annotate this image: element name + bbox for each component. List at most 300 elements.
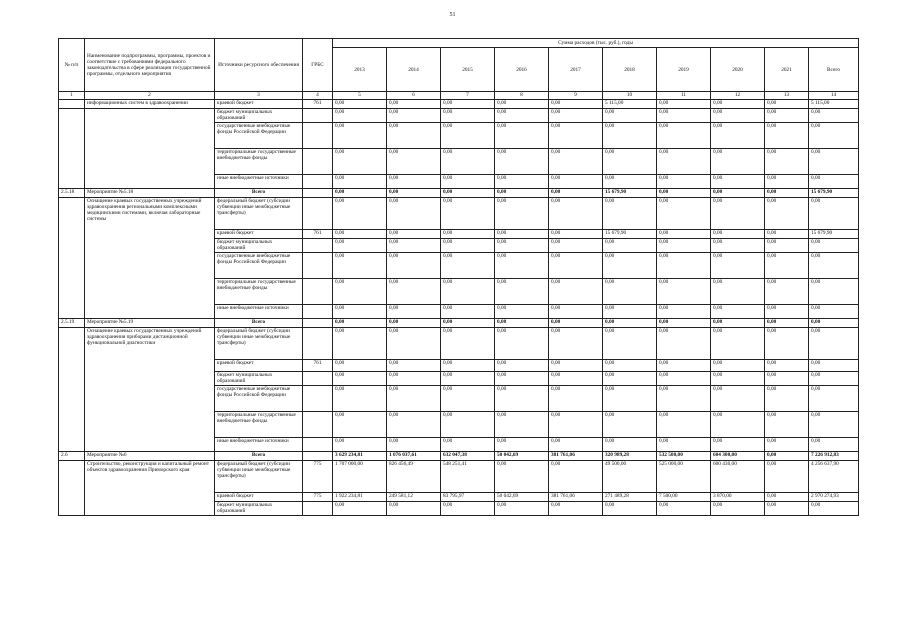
item-description: Строительство, реконструкция и капитальный ремонт объектов здравоохранения Приморского края — [85, 461, 215, 516]
amount-cell: 0,00 — [657, 109, 711, 123]
table-row — [59, 198, 859, 230]
amount-cell: 826 456,49 — [387, 461, 441, 493]
amount-cell: 0,00 — [387, 149, 441, 175]
amount-cell: 0,00 — [657, 328, 711, 360]
amount-cell: 0,00 — [765, 305, 809, 319]
amount-cell: 0,00 — [809, 372, 859, 386]
amount-cell: 0,00 — [495, 372, 549, 386]
item-number: 2.6 — [59, 452, 85, 461]
amount-cell: 0,00 — [603, 123, 657, 149]
amount-cell: 0,00 — [711, 198, 765, 230]
amount-cell: 0,00 — [765, 412, 809, 438]
amount-cell: 0,00 — [809, 253, 859, 279]
amount-cell: 0,00 — [387, 100, 441, 109]
amount-cell: 1 076 037,61 — [387, 452, 441, 461]
amount-cell: 0,00 — [495, 230, 549, 239]
amount-cell: 0,00 — [711, 123, 765, 149]
amount-cell: 0,00 — [711, 386, 765, 412]
amount-cell: 0,00 — [333, 198, 387, 230]
amount-cell: 0,00 — [441, 360, 495, 372]
table-body — [59, 100, 859, 516]
amount-cell: 0,00 — [495, 175, 549, 189]
amount-cell: 0,00 — [387, 123, 441, 149]
amount-cell: 0,00 — [657, 386, 711, 412]
amount-cell: 0,00 — [441, 502, 495, 516]
amount-cell: 0,00 — [711, 502, 765, 516]
amount-cell: 0,00 — [495, 279, 549, 305]
year-header-2: 2015 — [441, 48, 495, 92]
amount-cell: 0,00 — [809, 279, 859, 305]
amount-cell: 0,00 — [387, 438, 441, 452]
amount-cell: 0,00 — [441, 123, 495, 149]
amount-cell: 0,00 — [657, 502, 711, 516]
amount-cell: 0,00 — [657, 253, 711, 279]
amount-cell: 3 629 234,81 — [333, 452, 387, 461]
year-header-6: 2019 — [657, 48, 711, 92]
column-number-13: 14 — [809, 92, 859, 100]
funding-source: краевой бюджет — [215, 100, 303, 109]
amount-cell: 0,00 — [765, 372, 809, 386]
amount-cell: 0,00 — [711, 239, 765, 253]
amount-cell: 5 115,00 — [809, 100, 859, 109]
column-number-8: 9 — [549, 92, 603, 100]
amount-cell: 0,00 — [603, 109, 657, 123]
amount-cell: 0,00 — [765, 189, 809, 198]
column-number-1: 2 — [85, 92, 215, 100]
funding-source: государственные внебюджетные фонды Российской Федерации — [215, 123, 303, 149]
column-number-row — [59, 92, 859, 100]
amount-cell: 0,00 — [441, 198, 495, 230]
amount-cell: 0,00 — [333, 123, 387, 149]
amount-cell: 0,00 — [549, 386, 603, 412]
amount-cell: 0,00 — [657, 360, 711, 372]
item-description — [85, 109, 215, 189]
amount-cell: 0,00 — [441, 372, 495, 386]
grbs-code — [303, 502, 333, 516]
amount-cell: 0,00 — [387, 279, 441, 305]
amount-cell: 0,00 — [809, 319, 859, 328]
amount-cell: 0,00 — [765, 438, 809, 452]
amount-cell: 381 761,06 — [549, 493, 603, 502]
amount-cell: 0,00 — [657, 279, 711, 305]
amount-cell: 0,00 — [333, 279, 387, 305]
amount-cell: 0,00 — [711, 319, 765, 328]
grbs-code — [303, 305, 333, 319]
amount-cell: 0,00 — [603, 412, 657, 438]
amount-cell: 0,00 — [765, 230, 809, 239]
funding-source: бюджет муниципальных образований — [215, 372, 303, 386]
amount-cell: 0,00 — [441, 319, 495, 328]
amount-cell: 0,00 — [765, 253, 809, 279]
column-number-2: 3 — [215, 92, 303, 100]
amount-cell: 0,00 — [333, 328, 387, 360]
amount-cell: 0,00 — [387, 502, 441, 516]
amount-cell: 0,00 — [333, 360, 387, 372]
item-number-continued — [59, 328, 85, 452]
column-number-3: 4 — [303, 92, 333, 100]
amount-cell: 0,00 — [657, 100, 711, 109]
amount-cell: 0,00 — [387, 386, 441, 412]
amount-cell: 0,00 — [441, 253, 495, 279]
amount-cell: 0,00 — [657, 319, 711, 328]
amount-cell: 15 679,90 — [603, 189, 657, 198]
grbs-code: 775 — [303, 493, 333, 502]
funding-source: территориальные государственные внебюджетные фонды — [215, 279, 303, 305]
amount-cell: 0,00 — [711, 109, 765, 123]
funding-source: Всего — [215, 319, 303, 328]
funding-source: федеральный бюджет (субсидии субвенции иные межбюджетные трансферты) — [215, 461, 303, 493]
amount-cell: 600 430,00 — [711, 461, 765, 493]
grbs-code — [303, 175, 333, 189]
funding-source: краевой бюджет — [215, 493, 303, 502]
amount-cell: 0,00 — [549, 412, 603, 438]
amount-cell: 0,00 — [387, 230, 441, 239]
amount-cell: 532 500,00 — [657, 452, 711, 461]
amount-cell: 0,00 — [549, 123, 603, 149]
year-header-8: 2021 — [765, 48, 809, 92]
item-description: Оснащение краевых государственных учреждений здравоохранения приборами дистанционной функциональной диагностики — [85, 328, 215, 452]
amount-cell: 7 226 912,83 — [809, 452, 859, 461]
grbs-code — [303, 372, 333, 386]
amount-cell: 0,00 — [333, 305, 387, 319]
year-header-9: Всего — [809, 48, 859, 92]
header-name: Наименование подпрограммы, программы, проектов и соответствие с требованиями федерального законодательства в сфере реализации государственной программы, отдельного мероприятия — [85, 39, 215, 92]
amount-cell: 0,00 — [441, 149, 495, 175]
amount-cell: 0,00 — [441, 438, 495, 452]
grbs-code — [303, 279, 333, 305]
amount-cell: 0,00 — [441, 175, 495, 189]
amount-cell: 50 042,69 — [495, 493, 549, 502]
column-number-6: 7 — [441, 92, 495, 100]
amount-cell: 0,00 — [711, 230, 765, 239]
amount-cell: 0,00 — [657, 412, 711, 438]
amount-cell: 0,00 — [387, 189, 441, 198]
amount-cell: 548 251,41 — [441, 461, 495, 493]
amount-cell: 0,00 — [657, 239, 711, 253]
amount-cell: 0,00 — [711, 305, 765, 319]
table-row — [59, 100, 859, 109]
amount-cell: 0,00 — [765, 502, 809, 516]
amount-cell: 0,00 — [809, 328, 859, 360]
amount-cell: 3 870,00 — [711, 493, 765, 502]
amount-cell: 0,00 — [765, 328, 809, 360]
table-row — [59, 109, 859, 123]
amount-cell: 0,00 — [549, 175, 603, 189]
amount-cell: 0,00 — [657, 123, 711, 149]
amount-cell: 0,00 — [711, 175, 765, 189]
amount-cell: 0,00 — [765, 319, 809, 328]
amount-cell: 0,00 — [495, 305, 549, 319]
amount-cell: 632 047,38 — [441, 452, 495, 461]
amount-cell: 0,00 — [809, 175, 859, 189]
amount-cell: 0,00 — [441, 386, 495, 412]
amount-cell: 0,00 — [603, 360, 657, 372]
amount-cell: 50 042,69 — [495, 452, 549, 461]
amount-cell: 0,00 — [765, 360, 809, 372]
amount-cell: 0,00 — [711, 412, 765, 438]
column-number-9: 10 — [603, 92, 657, 100]
amount-cell: 15 679,90 — [809, 189, 859, 198]
amount-cell: 0,00 — [809, 123, 859, 149]
column-number-5: 6 — [387, 92, 441, 100]
amount-cell: 15 679,90 — [809, 230, 859, 239]
amount-cell: 0,00 — [603, 253, 657, 279]
item-number-continued — [59, 198, 85, 319]
amount-cell: 0,00 — [333, 239, 387, 253]
amount-cell: 0,00 — [765, 461, 809, 493]
amount-cell: 0,00 — [441, 328, 495, 360]
amount-cell: 5 115,00 — [603, 100, 657, 109]
year-header-1: 2014 — [387, 48, 441, 92]
item-title: Мероприятие №5.18 — [85, 189, 215, 198]
amount-cell: 0,00 — [549, 461, 603, 493]
year-header-4: 2017 — [549, 48, 603, 92]
amount-cell: 0,00 — [711, 279, 765, 305]
amount-cell: 0,00 — [495, 328, 549, 360]
amount-cell: 0,00 — [809, 502, 859, 516]
funding-source: государственные внебюджетные фонды Российской Федерации — [215, 253, 303, 279]
header-sum-title: Сумма расходов (тыс. руб.), годы — [333, 39, 859, 48]
amount-cell: 0,00 — [765, 452, 809, 461]
amount-cell: 0,00 — [495, 149, 549, 175]
funding-source: территориальные государственные внебюджетные фонды — [215, 149, 303, 175]
amount-cell: 0,00 — [549, 109, 603, 123]
amount-cell: 0,00 — [387, 175, 441, 189]
amount-cell: 0,00 — [765, 493, 809, 502]
funding-source: бюджет муниципальных образований — [215, 109, 303, 123]
amount-cell: 0,00 — [809, 386, 859, 412]
amount-cell: 0,00 — [549, 100, 603, 109]
grbs-code — [303, 438, 333, 452]
item-number — [59, 100, 85, 109]
amount-cell: 0,00 — [495, 109, 549, 123]
grbs-code — [303, 452, 333, 461]
amount-cell: 0,00 — [603, 149, 657, 175]
amount-cell: 0,00 — [495, 189, 549, 198]
amount-cell: 0,00 — [495, 253, 549, 279]
amount-cell: 0,00 — [657, 305, 711, 319]
amount-cell: 0,00 — [333, 412, 387, 438]
column-number-4: 5 — [333, 92, 387, 100]
amount-cell: 0,00 — [441, 412, 495, 438]
amount-cell: 0,00 — [549, 502, 603, 516]
amount-cell: 0,00 — [387, 328, 441, 360]
funding-source: Всего — [215, 189, 303, 198]
item-title: информационных систем в здравоохранении — [85, 100, 215, 109]
funding-source: краевой бюджет — [215, 230, 303, 239]
amount-cell: 0,00 — [441, 305, 495, 319]
amount-cell: 0,00 — [441, 279, 495, 305]
amount-cell: 0,00 — [603, 239, 657, 253]
amount-cell: 0,00 — [765, 100, 809, 109]
amount-cell: 0,00 — [387, 412, 441, 438]
amount-cell: 320 989,28 — [603, 452, 657, 461]
amount-cell: 0,00 — [387, 319, 441, 328]
item-number: 2.5.18 — [59, 189, 85, 198]
amount-cell: 0,00 — [657, 198, 711, 230]
amount-cell: 0,00 — [765, 175, 809, 189]
amount-cell: 1 707 000,00 — [333, 461, 387, 493]
grbs-code: 761 — [303, 360, 333, 372]
amount-cell: 0,00 — [333, 319, 387, 328]
amount-cell: 0,00 — [603, 502, 657, 516]
amount-cell: 0,00 — [495, 386, 549, 412]
budget-table — [58, 38, 859, 516]
funding-source: федеральный бюджет (субсидии субвенции иные межбюджетные трансферты) — [215, 198, 303, 230]
amount-cell: 0,00 — [495, 438, 549, 452]
amount-cell: 0,00 — [495, 461, 549, 493]
grbs-code — [303, 253, 333, 279]
amount-cell: 0,00 — [603, 279, 657, 305]
amount-cell: 0,00 — [809, 438, 859, 452]
amount-cell: 0,00 — [549, 372, 603, 386]
amount-cell: 15 679,90 — [603, 230, 657, 239]
amount-cell: 2 970 274,93 — [809, 493, 859, 502]
grbs-code: 775 — [303, 461, 333, 493]
amount-cell: 0,00 — [387, 109, 441, 123]
grbs-code: 761 — [303, 230, 333, 239]
amount-cell: 0,00 — [549, 360, 603, 372]
amount-cell: 0,00 — [657, 189, 711, 198]
amount-cell: 0,00 — [809, 305, 859, 319]
amount-cell: 0,00 — [603, 328, 657, 360]
amount-cell: 0,00 — [387, 360, 441, 372]
amount-cell: 0,00 — [549, 438, 603, 452]
table-row — [59, 328, 859, 360]
amount-cell: 0,00 — [333, 109, 387, 123]
grbs-code — [303, 328, 333, 360]
amount-cell: 0,00 — [765, 279, 809, 305]
amount-cell: 0,00 — [711, 438, 765, 452]
grbs-code — [303, 412, 333, 438]
amount-cell: 0,00 — [387, 253, 441, 279]
funding-source: бюджет муниципальных образований — [215, 502, 303, 516]
grbs-code — [303, 149, 333, 175]
funding-source: федеральный бюджет (субсидии субвенции иные межбюджетные трансферты) — [215, 328, 303, 360]
amount-cell: 0,00 — [657, 149, 711, 175]
amount-cell: 0,00 — [549, 253, 603, 279]
amount-cell: 0,00 — [441, 100, 495, 109]
column-number-0: 1 — [59, 92, 85, 100]
amount-cell: 0,00 — [711, 328, 765, 360]
funding-source: иные внебюджетные источники — [215, 175, 303, 189]
grbs-code: 761 — [303, 100, 333, 109]
amount-cell: 0,00 — [549, 305, 603, 319]
amount-cell: 0,00 — [495, 239, 549, 253]
amount-cell: 0,00 — [495, 198, 549, 230]
amount-cell: 0,00 — [765, 386, 809, 412]
amount-cell: 0,00 — [657, 372, 711, 386]
item-title: Мероприятие №5.19 — [85, 319, 215, 328]
amount-cell: 0,00 — [809, 412, 859, 438]
amount-cell: 0,00 — [809, 109, 859, 123]
amount-cell: 83 795,97 — [441, 493, 495, 502]
item-number-continued — [59, 109, 85, 189]
amount-cell: 49 500,00 — [603, 461, 657, 493]
amount-cell: 0,00 — [765, 149, 809, 175]
amount-cell: 0,00 — [765, 198, 809, 230]
amount-cell: 0,00 — [333, 175, 387, 189]
amount-cell: 0,00 — [765, 123, 809, 149]
funding-source: территориальные государственные внебюджетные фонды — [215, 412, 303, 438]
amount-cell: 0,00 — [495, 502, 549, 516]
amount-cell: 381 761,06 — [549, 452, 603, 461]
grbs-code — [303, 198, 333, 230]
amount-cell: 0,00 — [333, 100, 387, 109]
amount-cell: 0,00 — [495, 412, 549, 438]
column-number-11: 12 — [711, 92, 765, 100]
amount-cell: 0,00 — [549, 319, 603, 328]
grbs-code — [303, 189, 333, 198]
funding-source: государственные внебюджетные фонды Российской Федерации — [215, 386, 303, 412]
header-num: № п/п — [59, 39, 85, 92]
amount-cell: 0,00 — [711, 360, 765, 372]
year-header-5: 2018 — [603, 48, 657, 92]
amount-cell: 0,00 — [549, 239, 603, 253]
amount-cell: 0,00 — [333, 189, 387, 198]
page-number: 51 — [449, 12, 456, 18]
amount-cell: 604 300,00 — [711, 452, 765, 461]
amount-cell: 0,00 — [711, 253, 765, 279]
amount-cell: 0,00 — [765, 239, 809, 253]
amount-cell: 0,00 — [603, 386, 657, 412]
amount-cell: 0,00 — [441, 239, 495, 253]
amount-cell: 0,00 — [657, 230, 711, 239]
amount-cell: 0,00 — [495, 123, 549, 149]
amount-cell: 0,00 — [387, 198, 441, 230]
amount-cell: 0,00 — [495, 319, 549, 328]
amount-cell: 0,00 — [441, 189, 495, 198]
amount-cell: 0,00 — [333, 230, 387, 239]
amount-cell: 0,00 — [603, 372, 657, 386]
grbs-code — [303, 123, 333, 149]
amount-cell: 0,00 — [603, 175, 657, 189]
amount-cell: 0,00 — [333, 438, 387, 452]
funding-source: Всего — [215, 452, 303, 461]
amount-cell: 1 922 234,81 — [333, 493, 387, 502]
amount-cell: 0,00 — [549, 149, 603, 175]
column-number-10: 11 — [657, 92, 711, 100]
header-grbs: ГРБС — [303, 39, 333, 92]
amount-cell: 0,00 — [809, 149, 859, 175]
amount-cell: 0,00 — [387, 305, 441, 319]
amount-cell: 0,00 — [333, 372, 387, 386]
amount-cell: 4 256 637,90 — [809, 461, 859, 493]
item-description: Оснащение краевых государственных учреждений здравоохранения региональными комплексными медицинскими системами, включая лабораторные системы — [85, 198, 215, 319]
amount-cell: 0,00 — [603, 198, 657, 230]
header-source: Источники ресурсного обеспечения — [215, 39, 303, 92]
table-row — [59, 452, 859, 461]
funding-source: бюджет муниципальных образований — [215, 239, 303, 253]
amount-cell: 0,00 — [809, 198, 859, 230]
amount-cell: 0,00 — [549, 328, 603, 360]
amount-cell: 249 581,12 — [387, 493, 441, 502]
amount-cell: 0,00 — [711, 100, 765, 109]
item-title: Мероприятие №6 — [85, 452, 215, 461]
grbs-code — [303, 386, 333, 412]
amount-cell: 0,00 — [333, 149, 387, 175]
column-number-12: 13 — [765, 92, 809, 100]
amount-cell: 0,00 — [333, 253, 387, 279]
funding-source: иные внебюджетные источники — [215, 438, 303, 452]
amount-cell: 0,00 — [387, 239, 441, 253]
amount-cell: 0,00 — [711, 372, 765, 386]
amount-cell: 0,00 — [441, 230, 495, 239]
amount-cell: 0,00 — [387, 372, 441, 386]
year-header-7: 2020 — [711, 48, 765, 92]
amount-cell: 271 489,28 — [603, 493, 657, 502]
amount-cell: 0,00 — [549, 230, 603, 239]
